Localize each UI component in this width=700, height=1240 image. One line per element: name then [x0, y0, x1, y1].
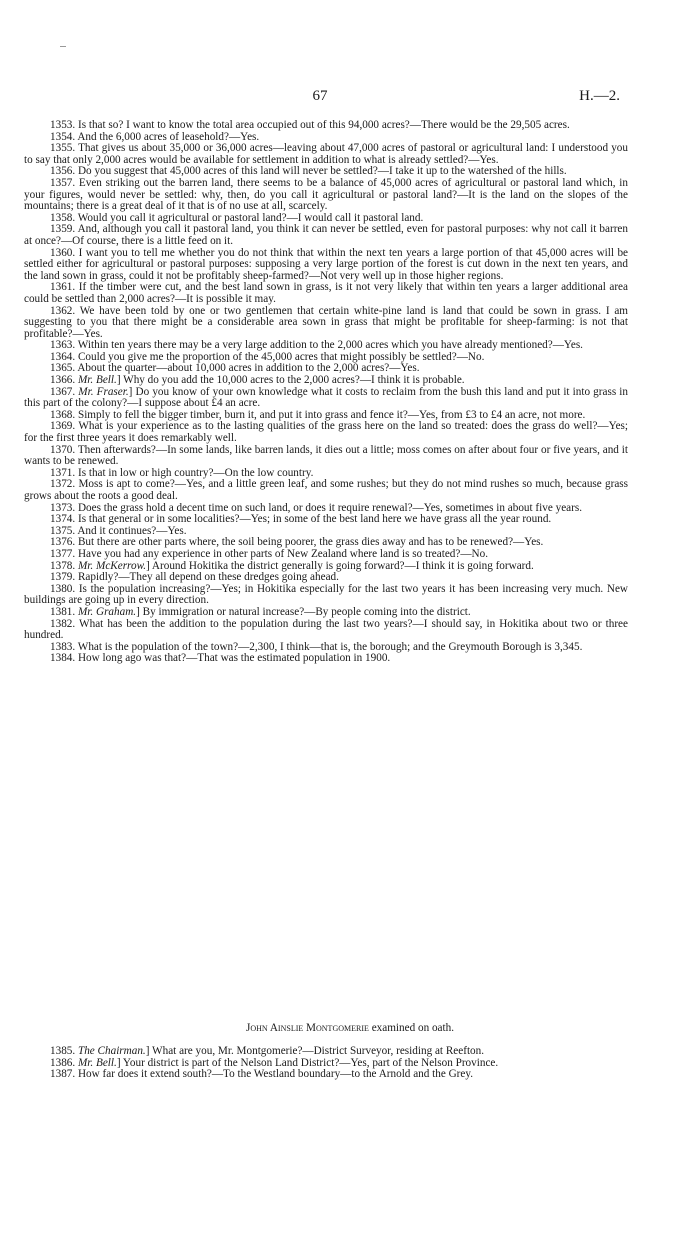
- question-number: 1378.: [50, 559, 78, 572]
- question-paragraph: [24, 178, 628, 213]
- paragraph-text: 1383. What is the population of the town?—2,300, I think—that is, the borough; and the Greymouth Borough is 3,345.: [50, 640, 583, 653]
- paragraph-text: 1354. And the 6,000 acres of leasehold?—Yes.: [50, 130, 260, 143]
- paragraph-text: 1372. Moss is apt to come?—Yes, and a little green leaf, and some rushes; but they do not mind rushes so much, because grass grows about the roots a good deal.: [24, 478, 628, 502]
- witness-heading-suffix: examined on oath.: [368, 1022, 455, 1034]
- paragraph-text: 1377. Have you had any experience in other parts of New Zealand where land is so treated?—No.: [50, 547, 489, 560]
- question-paragraph: [24, 248, 628, 283]
- question-paragraph: [24, 445, 628, 468]
- paper-reference: H.—2.: [579, 88, 620, 104]
- speaker-name: Mr. McKerrow.: [77, 559, 147, 572]
- page-header: [0, 88, 700, 110]
- question-paragraph: [24, 143, 628, 166]
- paragraph-text: ] Why do you add the 10,000 acres to the 2,000 acres?—I think it is probable.: [116, 374, 465, 387]
- speaker-name: Mr. Fraser.: [78, 385, 129, 398]
- paragraph-text: 1359. And, although you call it pastoral land, you think it can never be settled, even for pastoral purposes: why not call it barren at once?—Of course, there is a little feed on it.: [24, 223, 628, 247]
- paragraph-text: ] By immigration or natural increase?—By people coming into the district.: [136, 605, 471, 618]
- speaker-name: Mr. Bell.: [77, 1056, 117, 1069]
- paragraph-text: 1384. How long ago was that?—That was the estimated population in 1900.: [50, 652, 391, 665]
- scan-mark: [60, 46, 66, 47]
- paragraph-text: 1357. Even striking out the barren land, there seems to be a balance of 45,000 acres of agricultural or pastoral land which, in your figures, would never be settled: why, then, do you call it agricultural or pastoral land?—It is the land on the slopes of the mountains; there is a great deal of it that is of no use at all, scarcely.: [24, 176, 628, 213]
- speaker-name: Mr. Graham.: [77, 605, 137, 618]
- question-number: 1385.: [50, 1045, 78, 1057]
- question-paragraph: [24, 653, 628, 665]
- paragraph-text: 1362. We have been told by one or two gentlemen that certain white-pine land is land that could be sown in grass. I am suggesting to you that there might be a considerable area sown in grass that might be profitable for sheep-farming: is not that profitable?—Yes.: [24, 304, 628, 340]
- paragraph-text: 1373. Does the grass hold a decent time on such land, or does it require renewal?—Yes, sometimes in about five years.: [50, 501, 583, 514]
- question-number: 1366.: [50, 374, 78, 387]
- question-paragraph: [24, 306, 628, 341]
- speaker-name: Mr. Bell.: [77, 374, 117, 387]
- paragraph-text: 1358. Would you call it agricultural or pastoral land?—I would call it pastoral land.: [50, 211, 424, 224]
- paragraph-text: 1369. What is your experience as to the lasting qualities of the grass here on the land so treated: does the grass do well?—Yes; for the first three years it does remarkably well.: [24, 420, 628, 445]
- paragraph-text: 1380. Is the population increasing?—Yes; in Hokitika especially for the last two years it has been increasing very much. New buildings are going up in every direction.: [24, 582, 628, 607]
- question-paragraph: [24, 282, 628, 305]
- question-number: 1367.: [50, 385, 79, 398]
- paragraph-text: 1365. About the quarter—about 10,000 acres in addition to the 2,000 acres?—Yes.: [50, 362, 420, 375]
- paragraph-text: 1371. Is that in low or high country?—On the low country.: [50, 466, 314, 479]
- paragraph-text: ] Your district is part of the Nelson Land District?—Yes, part of the Nelson Province.: [116, 1056, 499, 1069]
- paragraph-text: ] What are you, Mr. Montgomerie?—District Surveyor, residing at Reefton.: [145, 1045, 485, 1057]
- question-paragraph: [24, 1069, 628, 1081]
- paragraph-text: ] Around Hokitika the district generally is going forward?—I think it is going forward.: [146, 559, 534, 572]
- question-paragraph: [24, 584, 628, 607]
- question-paragraph: [24, 619, 628, 642]
- question-paragraph: [24, 479, 628, 502]
- paragraph-text: 1361. If the timber were cut, and the best land sown in grass, is it not very likely that within ten years a larger additional area could be settled than 2,000 acres?—It is possible it may.: [24, 281, 628, 305]
- paragraph-text: 1376. But there are other parts where, the soil being poorer, the grass dies away and has to be renewed?—Yes.: [50, 536, 544, 549]
- question-number: 1386.: [50, 1056, 78, 1069]
- question-paragraph: [24, 421, 628, 444]
- question-number: 1381.: [50, 605, 78, 618]
- paragraph-text: 1360. I want you to tell me whether you do not think that within the next ten years a large portion of that 45,000 acres will be settled either for agricultural or pastoral purposes: supposing a very large portion of the forest is cut down in the next ten years, and the land sown in grass, could it not be profitably sheep-farmed?—Not very well up in those higher regions.: [24, 246, 628, 282]
- witness-name: John Ainslie Montgomerie: [245, 1022, 369, 1034]
- paragraph-text: 1363. Within ten years there may be a very large addition to the 2,000 acres which you have already mentioned?—Yes.: [50, 339, 583, 352]
- paragraph-text: 1368. Simply to fell the bigger timber, burn it, and put it into grass and fence it?—Yes, from £3 to £4 an acre, not more.: [50, 408, 586, 421]
- evidence-text: [24, 120, 628, 665]
- page-number: 67: [312, 88, 328, 104]
- paragraph-text: 1370. Then afterwards?—In some lands, like barren lands, it dies out a little; moss comes on after about four or five years, and it wants to be renewed.: [24, 443, 628, 468]
- speaker-name: The Chairman.: [77, 1045, 146, 1057]
- paragraph-text: 1353. Is that so? I want to know the total area occupied out of this 94,000 acres?—There would be the 29,505 acres.: [50, 119, 570, 131]
- paragraph-text: 1387. How far does it extend south?—To the Westland boundary—to the Arnold and the Grey.: [50, 1068, 474, 1081]
- question-paragraph: [24, 224, 628, 247]
- paragraph-text: 1375. And it continues?—Yes.: [50, 524, 187, 537]
- paragraph-text: 1374. Is that general or in some localities?—Yes; in some of the best land here we have grass all the year round.: [50, 513, 552, 526]
- paragraph-text: ] Do you know of your own knowledge what it costs to reclaim from the bush this land and put it into grass in this part of the colony?—I suppose about £4 an acre.: [24, 385, 629, 410]
- evidence-text-continued: [24, 1046, 628, 1081]
- paragraph-text: 1382. What has been the addition to the population during the last two years?—I should say, in Hokitika about two or three hundred.: [24, 617, 628, 642]
- paragraph-text: 1355. That gives us about 35,000 or 36,000 acres—leaving about 47,000 acres of pastoral or agricultural land: I understood you to say that only 2,000 acres would be available for settlement in addition to what is already settled?—Yes.: [24, 142, 628, 166]
- question-paragraph: [24, 387, 628, 410]
- paragraph-text: 1364. Could you give me the proportion of the 45,000 acres that might possibly be settled?—No.: [50, 350, 485, 363]
- witness-heading: [0, 1022, 700, 1034]
- paragraph-text: 1356. Do you suggest that 45,000 acres of this land will never be settled?—I take it up to the watershed of the hills.: [50, 165, 567, 178]
- paragraph-text: 1379. Rapidly?—They all depend on these dredges going ahead.: [50, 571, 339, 584]
